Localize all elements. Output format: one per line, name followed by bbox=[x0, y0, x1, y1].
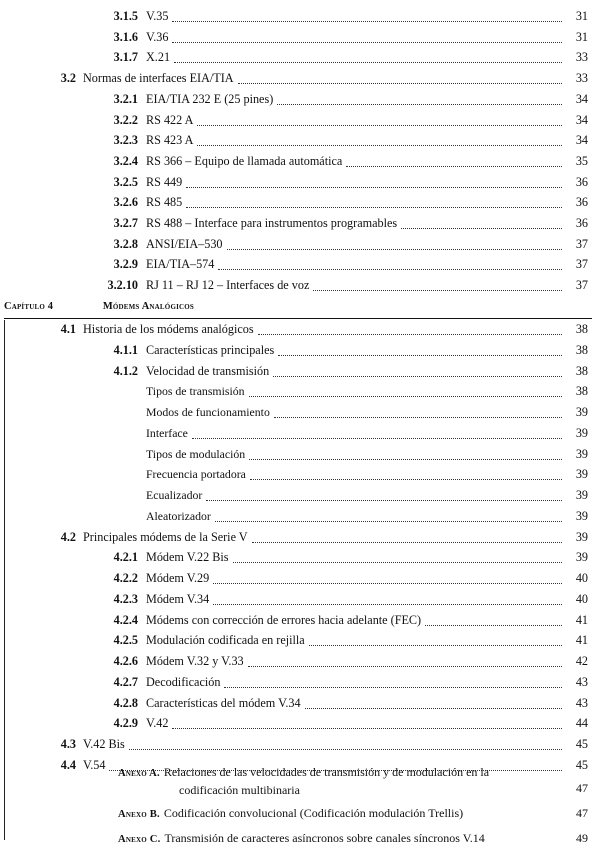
entry-page: 36 bbox=[575, 174, 588, 189]
dot-leader bbox=[401, 228, 562, 229]
entry-number: 4.2.9 bbox=[113, 716, 138, 731]
toc-entry bbox=[0, 464, 600, 485]
entry-title: Módem V.22 Bis bbox=[146, 550, 229, 565]
dot-leader bbox=[252, 542, 562, 543]
entry-title: EIA/TIA 232 E (25 pines) bbox=[146, 91, 274, 106]
dot-leader bbox=[248, 666, 562, 667]
dot-leader bbox=[172, 21, 562, 22]
dot-leader bbox=[213, 583, 562, 584]
entry-number: 4.2.7 bbox=[113, 674, 138, 689]
entry-number: 3.1.6 bbox=[113, 29, 138, 44]
toc-entry bbox=[0, 444, 600, 465]
dot-leader bbox=[346, 166, 562, 167]
entry-page: 38 bbox=[575, 322, 588, 336]
entry-number: 4.1.2 bbox=[113, 363, 138, 378]
annex-label: Anexo A. bbox=[118, 768, 160, 779]
entry-title: Velocidad de transmisión bbox=[146, 363, 270, 378]
entry-page: 35 bbox=[575, 153, 588, 168]
entry-title: Interface bbox=[146, 425, 188, 440]
annex-entry bbox=[118, 805, 588, 823]
toc-entry bbox=[0, 672, 600, 693]
dot-leader bbox=[224, 687, 562, 688]
annex-title: Relaciones de las velocidades de transmisión y de modulación en la bbox=[163, 765, 490, 779]
toc-entry bbox=[0, 485, 600, 506]
entry-page: 31 bbox=[575, 29, 588, 44]
entry-page: 38 bbox=[575, 342, 588, 357]
entry-number: 4.2.8 bbox=[113, 695, 138, 710]
dot-leader bbox=[249, 459, 562, 460]
chapter-heading bbox=[4, 298, 592, 319]
entry-title: RS 485 bbox=[146, 195, 183, 210]
toc-entry bbox=[0, 693, 600, 714]
entry-title: Tipos de modulación bbox=[146, 446, 246, 461]
toc-entry bbox=[0, 89, 600, 110]
annex-entry bbox=[118, 830, 588, 848]
entry-page: 39 bbox=[575, 550, 588, 565]
entry-page: 45 bbox=[575, 757, 588, 772]
entry-page: 39 bbox=[575, 425, 588, 440]
entry-title: Ecualizador bbox=[146, 488, 203, 502]
entry-page: 33 bbox=[575, 71, 588, 86]
entry-number: 3.2.9 bbox=[113, 257, 138, 272]
dot-leader bbox=[129, 749, 562, 750]
entry-number: 3.2 bbox=[60, 71, 76, 86]
dot-leader bbox=[215, 521, 562, 522]
dot-leader bbox=[277, 104, 562, 105]
entry-title: Aleatorizador bbox=[146, 508, 211, 523]
entry-title: Modos de funcionamiento bbox=[146, 405, 270, 419]
annex-entry bbox=[118, 764, 588, 798]
entry-page: 34 bbox=[575, 112, 588, 127]
entry-number: 3.2.5 bbox=[113, 174, 138, 189]
entry-title: V.42 Bis bbox=[83, 737, 125, 751]
dot-leader bbox=[250, 479, 562, 480]
dot-leader bbox=[233, 562, 562, 563]
toc-entry bbox=[0, 234, 600, 255]
entry-title: V.54 bbox=[83, 757, 106, 772]
entry-title: ANSI/EIA–530 bbox=[146, 236, 223, 251]
entry-page: 39 bbox=[575, 467, 588, 482]
entry-title: V.35 bbox=[146, 9, 169, 23]
entry-title: RS 366 – Equipo de llamada automática bbox=[146, 153, 343, 168]
entry-title: Características del módem V.34 bbox=[146, 695, 301, 710]
dot-leader bbox=[313, 290, 562, 291]
dot-leader bbox=[305, 708, 562, 709]
entry-number: 4.2.2 bbox=[113, 571, 138, 585]
entry-title: V.42 bbox=[146, 716, 169, 731]
entry-title: Tipos de transmisión bbox=[146, 384, 245, 399]
entry-page: 34 bbox=[575, 133, 588, 148]
toc-entry bbox=[0, 547, 600, 568]
annex-page: 47 bbox=[576, 806, 588, 820]
toc-entry bbox=[0, 254, 600, 275]
entry-title: RS 423 A bbox=[146, 133, 194, 148]
toc-entry bbox=[0, 381, 600, 402]
entry-title: RJ 11 – RJ 12 – Interfaces de voz bbox=[146, 278, 310, 293]
entry-number: 3.2.7 bbox=[113, 216, 138, 230]
toc-entry bbox=[0, 610, 600, 631]
entry-title: RS 488 – Interface para instrumentos programables bbox=[146, 216, 398, 230]
entry-title: V.36 bbox=[146, 29, 169, 44]
entry-title: Historia de los módems analógicos bbox=[83, 322, 254, 336]
toc-entry bbox=[0, 151, 600, 172]
dot-leader bbox=[249, 396, 562, 397]
entry-page: 39 bbox=[575, 488, 588, 502]
entry-number: 3.1.7 bbox=[113, 50, 138, 65]
entry-page: 36 bbox=[575, 195, 588, 210]
entry-page: 38 bbox=[575, 384, 588, 399]
toc-entry bbox=[0, 6, 600, 27]
dot-leader bbox=[425, 625, 562, 626]
entry-number: 3.2.2 bbox=[113, 112, 138, 127]
toc-entry bbox=[0, 713, 600, 734]
entry-number: 4.2.5 bbox=[113, 633, 138, 648]
entry-title: Módem V.34 bbox=[146, 591, 210, 606]
dot-leader bbox=[186, 207, 562, 208]
entry-title: Módem V.32 y V.33 bbox=[146, 654, 244, 668]
entry-number: 3.1.5 bbox=[113, 9, 138, 23]
toc-entry bbox=[0, 651, 600, 672]
entry-number: 4.1.1 bbox=[113, 342, 138, 357]
entry-number: 3.2.6 bbox=[113, 195, 138, 210]
entry-number: 4.2 bbox=[60, 529, 76, 544]
toc-entry bbox=[0, 172, 600, 193]
annex-page: 49 bbox=[576, 831, 588, 845]
toc-entry bbox=[0, 68, 600, 89]
entry-page: 42 bbox=[575, 654, 588, 668]
entry-title: Módems con corrección de errores hacia adelante (FEC) bbox=[146, 612, 422, 627]
dot-leader bbox=[197, 125, 562, 126]
chapter-title: Módems Analógicos bbox=[102, 301, 195, 312]
toc-entry bbox=[0, 630, 600, 651]
toc-entry bbox=[0, 734, 600, 755]
entry-page: 39 bbox=[575, 446, 588, 461]
entry-page: 41 bbox=[575, 633, 588, 648]
entry-title: Decodificación bbox=[146, 674, 221, 689]
entry-number: 3.2.10 bbox=[107, 278, 138, 293]
entry-page: 39 bbox=[575, 508, 588, 523]
dot-leader bbox=[192, 438, 562, 439]
entry-page: 40 bbox=[575, 591, 588, 606]
entry-number: 3.2.4 bbox=[113, 153, 138, 168]
entry-title: Principales módems de la Serie V bbox=[83, 529, 248, 544]
entry-page: 39 bbox=[575, 529, 588, 544]
entry-page: 43 bbox=[575, 674, 588, 689]
entry-number: 3.2.8 bbox=[113, 236, 138, 251]
entry-page: 37 bbox=[575, 236, 588, 251]
entry-title: Modulación codificada en rejilla bbox=[146, 633, 305, 648]
dot-leader bbox=[273, 376, 562, 377]
entry-page: 41 bbox=[575, 612, 588, 627]
annex-title: Transmisión de caracteres asíncronos sobre canales síncronos V.14 bbox=[164, 831, 485, 845]
dot-leader bbox=[174, 62, 562, 63]
entry-page: 36 bbox=[575, 216, 588, 230]
toc-entry bbox=[0, 589, 600, 610]
entry-title: Frecuencia portadora bbox=[146, 467, 246, 482]
chapter-label: Capítulo 4 bbox=[4, 301, 54, 312]
toc-entry bbox=[0, 340, 600, 361]
annex-title-continued: codificación multibinaria bbox=[179, 783, 300, 797]
entry-number: 4.3 bbox=[60, 737, 76, 751]
entry-page: 39 bbox=[575, 405, 588, 419]
entry-page: 33 bbox=[575, 50, 588, 65]
entry-number: 4.2.1 bbox=[113, 550, 138, 565]
dot-leader bbox=[218, 269, 562, 270]
toc-entry bbox=[0, 527, 600, 548]
toc-entry bbox=[0, 361, 600, 382]
entry-page: 45 bbox=[575, 737, 588, 751]
entry-page: 38 bbox=[575, 363, 588, 378]
annex-page: 47 bbox=[576, 781, 588, 795]
toc-entry bbox=[0, 402, 600, 423]
dot-leader bbox=[172, 42, 562, 43]
entry-title: Características principales bbox=[146, 342, 275, 357]
entry-number: 4.1 bbox=[60, 322, 76, 336]
entry-number: 4.2.4 bbox=[113, 612, 138, 627]
dot-leader bbox=[227, 249, 562, 250]
toc-entry bbox=[0, 27, 600, 48]
dot-leader bbox=[238, 83, 562, 84]
toc-entry bbox=[0, 213, 600, 234]
dot-leader bbox=[172, 728, 562, 729]
dot-leader bbox=[213, 604, 562, 605]
entry-page: 37 bbox=[575, 257, 588, 272]
entry-title: X.21 bbox=[146, 50, 171, 65]
annex-title: Codificación convolucional (Codificación modulación Trellis) bbox=[163, 806, 464, 820]
dot-leader bbox=[197, 145, 562, 146]
dot-leader bbox=[274, 417, 562, 418]
entry-title: EIA/TIA–574 bbox=[146, 257, 215, 272]
entry-title: Módem V.29 bbox=[146, 571, 210, 585]
entry-title: RS 449 bbox=[146, 174, 183, 189]
toc-entry bbox=[0, 47, 600, 68]
entry-number: 4.2.6 bbox=[113, 654, 138, 668]
toc-entry bbox=[0, 275, 600, 296]
entry-page: 34 bbox=[575, 91, 588, 106]
dot-leader bbox=[309, 645, 562, 646]
toc-entry bbox=[0, 130, 600, 151]
annex-label: Anexo B. bbox=[118, 809, 160, 820]
dot-leader bbox=[258, 334, 562, 335]
dot-leader bbox=[278, 355, 562, 356]
toc-entry bbox=[0, 568, 600, 589]
toc-entry bbox=[0, 110, 600, 131]
dot-leader bbox=[206, 500, 562, 501]
entry-number: 3.2.1 bbox=[113, 91, 138, 106]
entry-number: 4.4 bbox=[60, 757, 76, 772]
toc-entry bbox=[0, 192, 600, 213]
entry-page: 31 bbox=[575, 9, 588, 23]
entry-page: 40 bbox=[575, 571, 588, 585]
entry-page: 37 bbox=[575, 278, 588, 293]
entry-page: 43 bbox=[575, 695, 588, 710]
entry-number: 4.2.3 bbox=[113, 591, 138, 606]
toc-entry bbox=[0, 423, 600, 444]
entry-title: Normas de interfaces EIA/TIA bbox=[83, 71, 234, 86]
toc-entry bbox=[0, 319, 600, 340]
toc-entry bbox=[0, 506, 600, 527]
entry-page: 44 bbox=[575, 716, 588, 731]
dot-leader bbox=[186, 187, 562, 188]
entry-number: 3.2.3 bbox=[113, 133, 138, 148]
entry-title: RS 422 A bbox=[146, 112, 194, 127]
annex-label: Anexo C. bbox=[118, 834, 161, 845]
